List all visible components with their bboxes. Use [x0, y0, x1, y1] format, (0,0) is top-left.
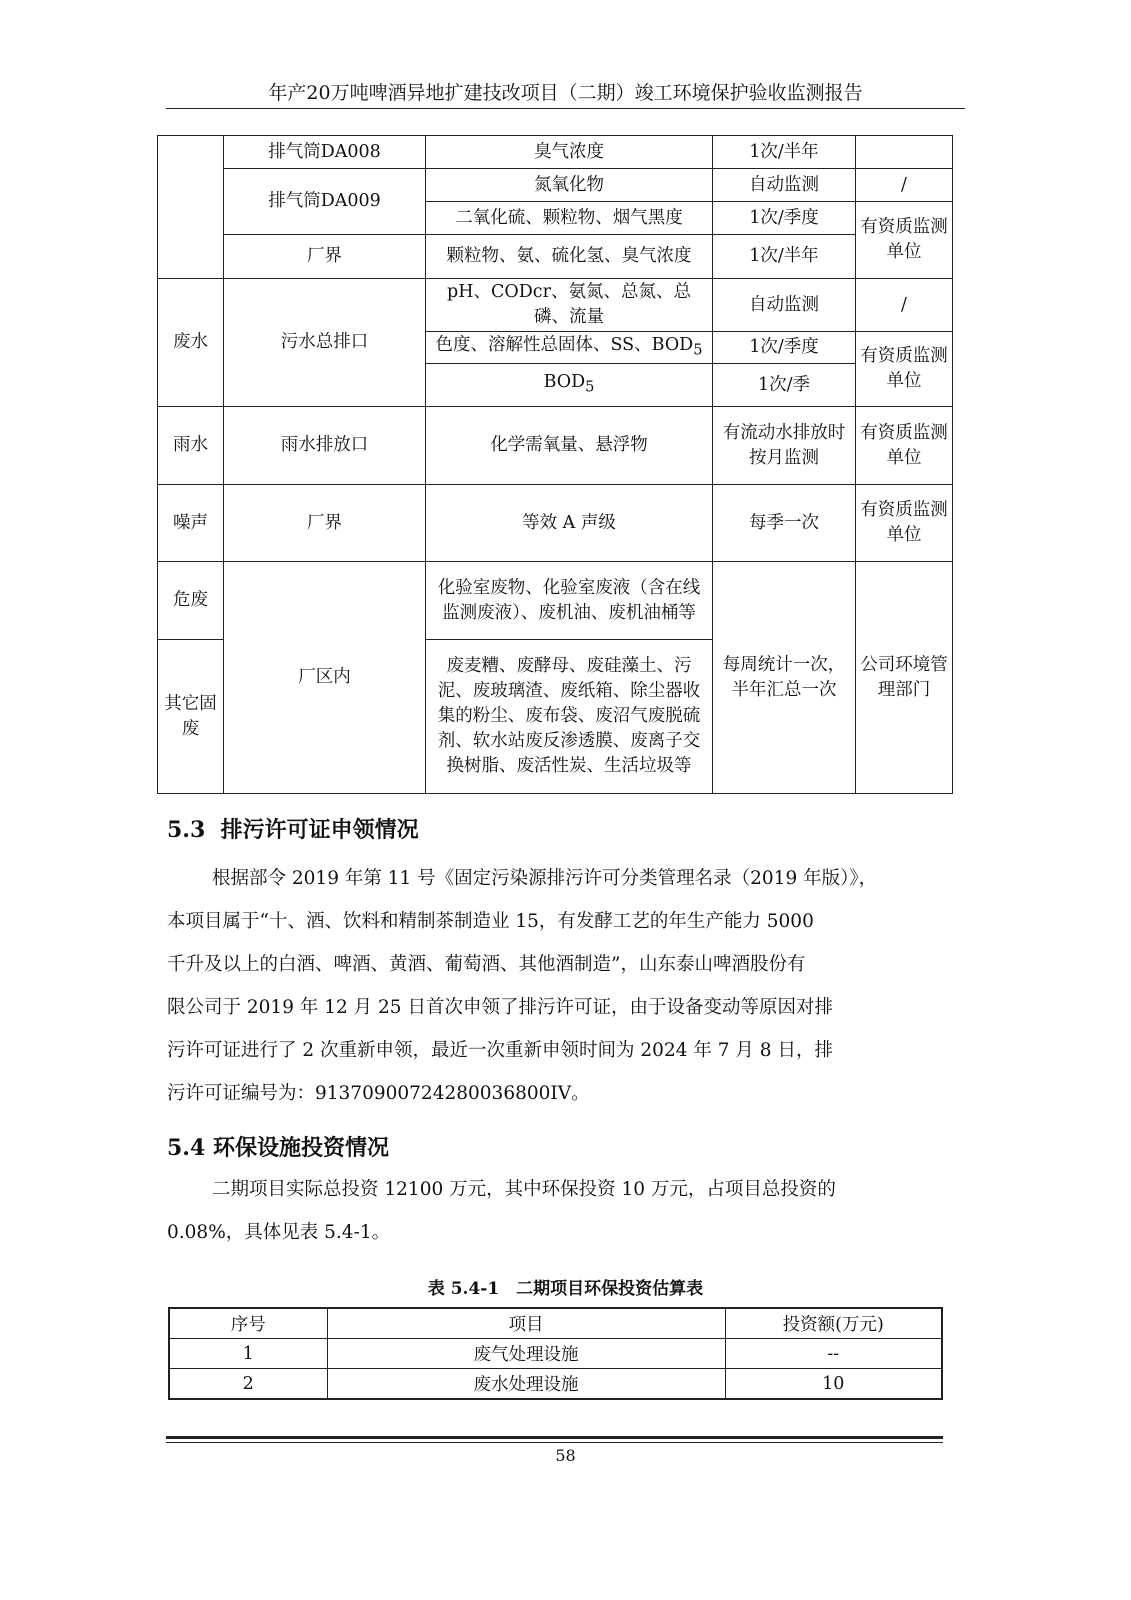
- investment-table-caption: 表 5.4-1 二期项目环保投资估算表: [427, 1279, 704, 1299]
- table-cell: [426, 332, 713, 364]
- table-cell: 公司环境管理部门: [856, 562, 953, 794]
- table-cell: 化学需氧量、悬浮物: [426, 407, 713, 485]
- table-cell: 10: [725, 1369, 942, 1400]
- table-cell: 排气筒DA008: [224, 136, 426, 169]
- paragraph-line: 污许可证编号为：91370900724280036800IV。: [167, 1083, 590, 1104]
- table-cell: 污水总排口: [224, 279, 426, 407]
- table-cell: pH、CODcr、氨氮、总氮、总磷、流量: [426, 279, 713, 332]
- header-rule: [166, 108, 965, 109]
- report-header-title: 年产20万吨啤酒异地扩建技改项目（二期）竣工环境保护验收监测报告: [268, 82, 863, 104]
- table-cell: 噪声: [158, 485, 224, 562]
- section-title: 排污许可证申领情况: [220, 818, 419, 843]
- table-cell: 其它固废: [158, 640, 224, 794]
- table-cell: 有资质监测单位: [856, 485, 953, 562]
- table-cell: 雨水排放口: [224, 407, 426, 485]
- table-cell: 臭气浓度: [426, 136, 713, 169]
- paragraph-line: 限公司于 2019 年 12 月 25 日首次申领了排污许可证，由于设备变动等原因对排: [167, 997, 833, 1018]
- paragraph-line: 0.08%，具体见表 5.4-1。: [167, 1222, 391, 1243]
- table-cell: 自动监测: [713, 169, 856, 202]
- gas-category-cell: [158, 136, 224, 279]
- table-cell: 雨水: [158, 407, 224, 485]
- table-cell: [856, 136, 953, 169]
- page-number: 58: [555, 1446, 576, 1465]
- table-cell: 氮氧化物: [426, 169, 713, 202]
- monitoring-plan-table: [157, 135, 953, 794]
- paragraph-line: 本项目属于“十、酒、饮料和精制茶制造业 15，有发酵工艺的年生产能力 5000: [167, 911, 814, 932]
- section-number: 5.3: [167, 817, 206, 843]
- table-cell: 废水: [158, 279, 224, 407]
- table-cell: 有资质监测单位: [856, 407, 953, 485]
- cell-text: BOD: [543, 372, 586, 393]
- paragraph-line: 根据部令 2019 年第 11 号《固定污染源排污许可分类管理名录（2019 年版）》，: [212, 868, 878, 889]
- table-cell: 二氧化硫、颗粒物、烟气黑度: [426, 202, 713, 235]
- table-cell: 有资质监测单位: [856, 332, 953, 407]
- paragraph-line: 二期项目实际总投资 12100 万元，其中环保投资 10 万元，占项目总投资的: [212, 1179, 836, 1200]
- table-cell: 废水处理设施: [327, 1369, 725, 1400]
- table-cell: 1次/季度: [713, 332, 856, 364]
- table-cell: 1次/半年: [713, 136, 856, 169]
- table-cell: 厂区内: [224, 562, 426, 794]
- column-header: 项目: [327, 1308, 725, 1339]
- table-cell: --: [725, 1339, 942, 1369]
- cell-subscript: 5: [585, 378, 595, 396]
- footer-rule: [166, 1436, 943, 1439]
- table-cell: 等效 A 声级: [426, 485, 713, 562]
- table-cell: 颗粒物、氨、硫化氢、臭气浓度: [426, 235, 713, 279]
- table-cell: 危废: [158, 562, 224, 640]
- table-cell: 有流动水排放时按月监测: [713, 407, 856, 485]
- table-header-row: [169, 1308, 942, 1339]
- paragraph-line: 千升及以上的白酒、啤酒、黄酒、葡萄酒、其他酒制造”，山东泰山啤酒股份有: [167, 954, 806, 975]
- table-cell: /: [856, 169, 953, 202]
- table-cell: 1: [169, 1339, 327, 1369]
- cell-subscript: 5: [693, 341, 703, 359]
- table-cell: 厂界: [224, 485, 426, 562]
- investment-table: [168, 1307, 943, 1400]
- table-cell: 化验室废物、化验室废液（含在线监测废液）、废机油、废机油桶等: [426, 562, 713, 640]
- column-header: 序号: [169, 1308, 327, 1339]
- section-number: 5.4: [167, 1135, 206, 1161]
- table-cell: 自动监测: [713, 279, 856, 332]
- table-cell: 厂界: [224, 235, 426, 279]
- table-cell: 1次/季: [713, 364, 856, 407]
- paragraph-line: 污许可证进行了 2 次重新申领，最近一次重新申领时间为 2024 年 7 月 8 日，排: [167, 1040, 833, 1061]
- table-cell: 2: [169, 1369, 327, 1400]
- table-cell: 废麦糟、废酵母、废硅藻土、污泥、废玻璃渣、废纸箱、除尘器收集的粉尘、废布袋、废沼气废脱硫剂、软水站废反渗透膜、废离子交换树脂、废活性炭、生活垃圾等: [426, 640, 713, 794]
- table-row: [169, 1339, 942, 1369]
- cell-text: 色度、溶解性总固体、SS、BOD: [435, 334, 694, 355]
- table-cell: [426, 364, 713, 407]
- table-cell: 排气筒DA009: [224, 169, 426, 235]
- section-title: 环保设施投资情况: [212, 1136, 389, 1161]
- table-cell: 有资质监测单位: [856, 202, 953, 279]
- table-cell: 1次/半年: [713, 235, 856, 279]
- table-cell: 每周统计一次，半年汇总一次: [713, 562, 856, 794]
- table-cell: /: [856, 279, 953, 332]
- footer-rule-thin: [166, 1442, 943, 1443]
- table-cell: 废气处理设施: [327, 1339, 725, 1369]
- section-5-4-heading: [167, 1131, 389, 1162]
- table-row: [169, 1369, 942, 1400]
- table-cell: 1次/季度: [713, 202, 856, 235]
- column-header: 投资额(万元): [725, 1308, 942, 1339]
- section-5-3-heading: [167, 813, 419, 844]
- table-cell: 每季一次: [713, 485, 856, 562]
